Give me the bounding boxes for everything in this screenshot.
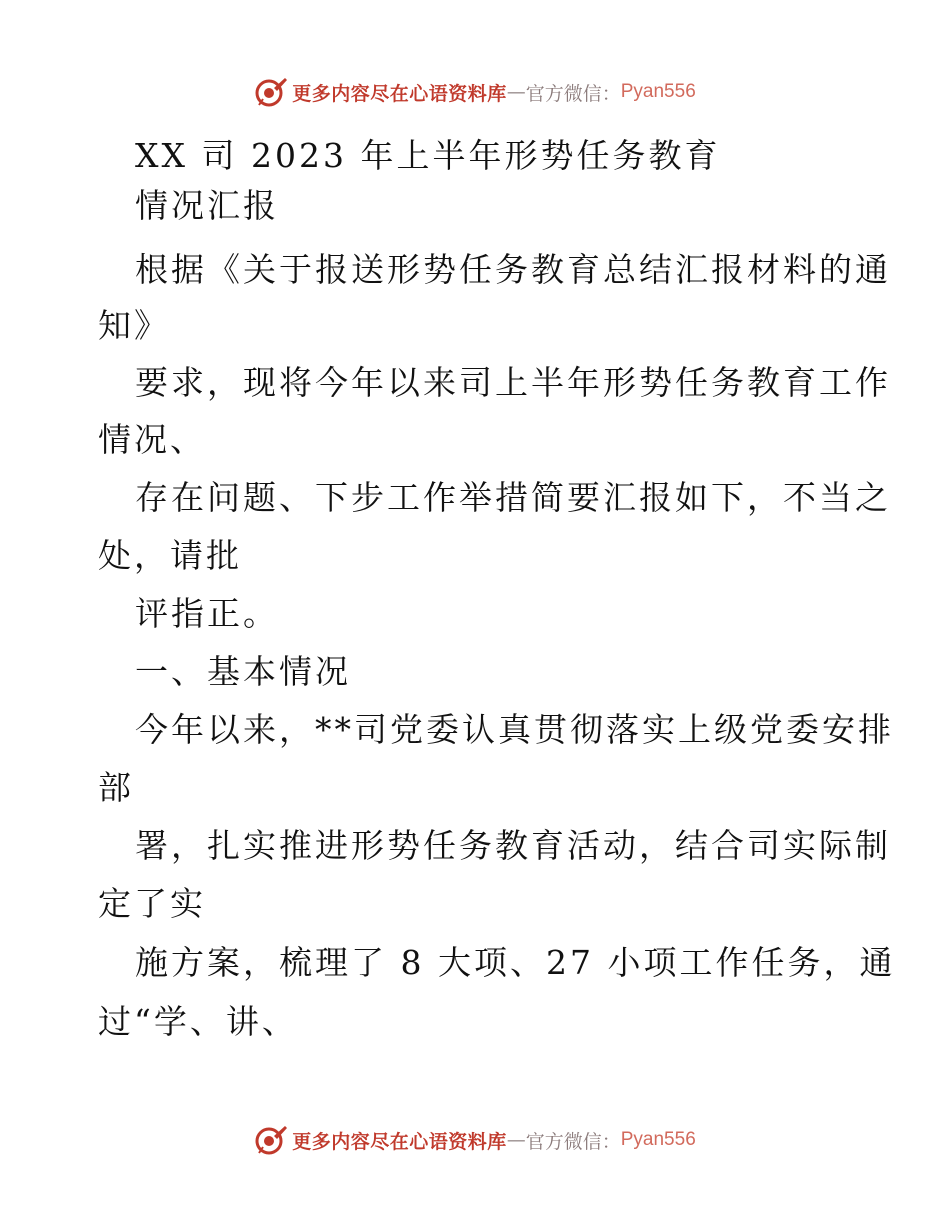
watermark-label: 官方微信： (525, 1130, 621, 1153)
paragraph-line: 部 (98, 768, 134, 807)
paragraph-line: 评指正。 (135, 594, 279, 633)
doc-title-line-1: XX 司 2023 年上半年形势任务教育 (135, 136, 721, 175)
paragraph-line: 定了实 (98, 884, 206, 923)
section-heading: 一、基本情况 (135, 652, 351, 691)
pen-logo-icon (254, 75, 288, 109)
paragraph-line: 施方案，梳理了 8 大项、27 小项工作任务，通 (135, 943, 896, 982)
paragraph-line: 情况、 (98, 420, 206, 459)
paragraph-line: 署，扎实推进形势任务教育活动，结合司实际制 (135, 826, 891, 865)
doc-title-line-2: 情况汇报 (135, 186, 279, 225)
watermark-footer (0, 1120, 950, 1160)
watermark-id: Pyan556 (620, 81, 696, 102)
watermark-id: Pyan556 (620, 1129, 696, 1150)
watermark-site-text: 更多内容尽在心语资料库 (292, 1130, 507, 1153)
pen-logo-icon (254, 1123, 288, 1157)
paragraph-line: 根据《关于报送形势任务教育总结汇报材料的通 (135, 250, 891, 289)
paragraph-line: 知》 (98, 306, 170, 345)
paragraph-line: 要求，现将今年以来司上半年形势任务教育工作 (135, 363, 891, 402)
watermark-dash: — (506, 81, 526, 103)
paragraph-line: 处，请批 (98, 536, 242, 575)
paragraph-line: 存在问题、下步工作举措简要汇报如下，不当之 (135, 478, 891, 517)
paragraph-line: 今年以来，**司党委认真贯彻落实上级党委安排 (135, 710, 894, 749)
watermark-label: 官方微信： (525, 82, 621, 105)
watermark-header (0, 72, 950, 112)
watermark-dash: — (506, 1129, 526, 1151)
paragraph-line: 过“学、讲、 (98, 1002, 298, 1041)
watermark-site-text: 更多内容尽在心语资料库 (292, 82, 507, 105)
